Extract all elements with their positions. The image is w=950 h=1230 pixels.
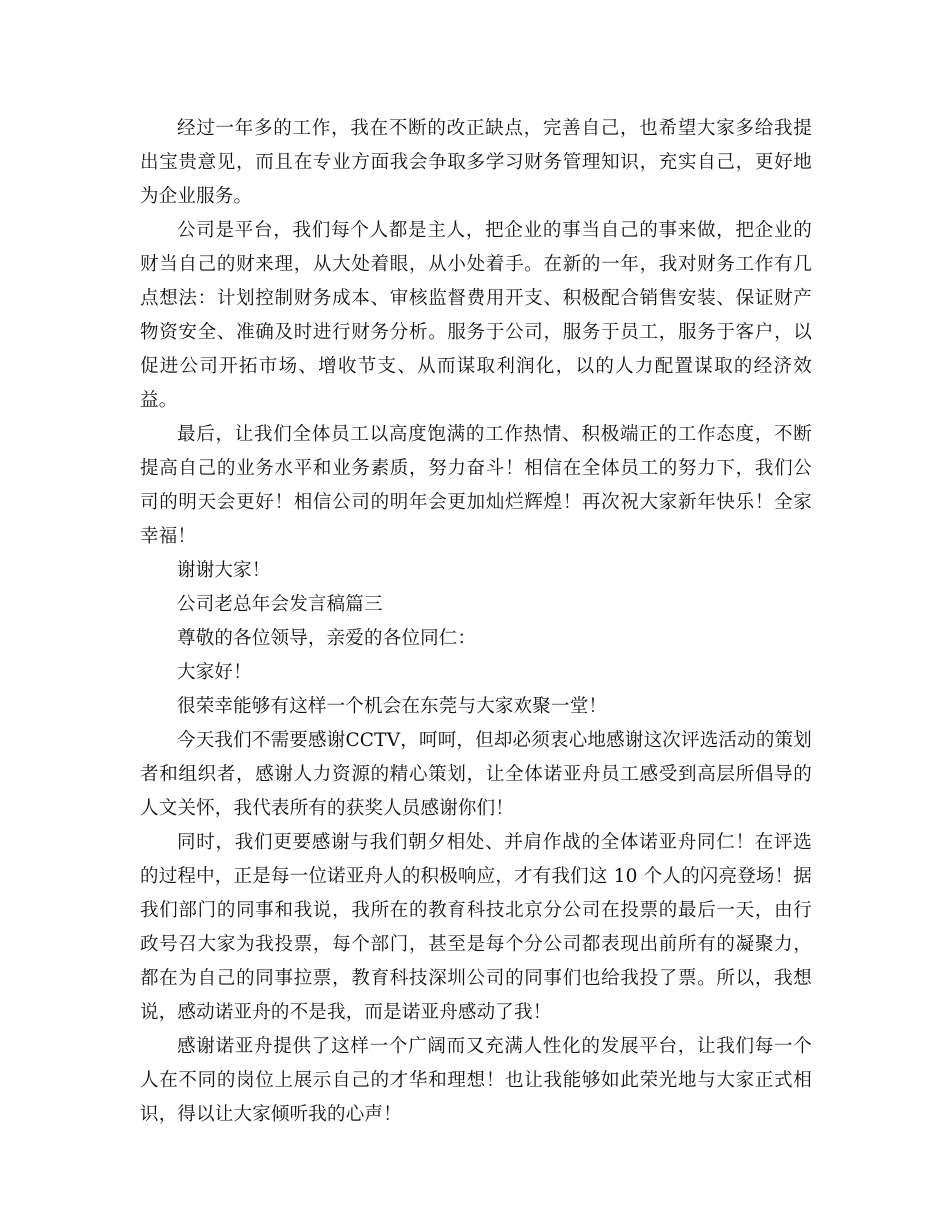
paragraph-thank-organizers: 今天我们不需要感谢CCTV，呵呵，但却必须衷心地感谢这次评选活动的策划者和组织者，感谢人力资源的精心策划，让全体诺亚舟员工感受到高层所倡导的人文关怀，我代表所有的获奖人员感谢你们！ [140, 730, 812, 819]
paragraph-year-review: 经过一年多的工作，我在不断的改正缺点，完善自己，也希望大家多给我提出宝贵意见，而且在专业方面我会争取多学习财务管理知识，充实自己，更好地为企业服务。 [140, 118, 812, 207]
paragraph-company-platform: 公司是平台，我们每个人都是主人，把企业的事当自己的事来做，把企业的财当自己的财来理，从大处着眼，从小处着手。在新的一年，我对财务工作有几点想法：计划控制财务成本、审核监督费用开支、积极配合销售安装、保证财产物资安全、准确及时进行财务分析。服务于公司，服务于员工，服务于客户，以促进公司开拓市场、增收节支、从而谋取利润化，以的人力配置谋取的经济效益。 [140, 220, 812, 411]
salutation: 尊敬的各位领导，亲爱的各位同仁： [177, 628, 477, 649]
greeting: 大家好！ [177, 662, 252, 683]
paragraph-honored: 很荣幸能够有这样一个机会在东莞与大家欢聚一堂！ [177, 696, 608, 717]
paragraph-thank-colleagues: 同时，我们更要感谢与我们朝夕相处、并肩作战的全体诺亚舟同仁！在评选的过程中，正是每一位诺亚舟人的积极响应，才有我们这 10 个人的闪亮登场！据我们部门的同事和我说，我所在的教育科技北京分公司在投票的最后一天，由行政号召大家为我投票，每个部门，甚至是每个分公司都表现出前所有的凝聚力，都在为自己的同事拉票，教育科技深圳公司的同事们也给我投了票。所以，我想说，感动诺亚舟的不是我，而是诺亚舟感动了我！ [140, 832, 812, 1023]
document-body [140, 112, 812, 1132]
paragraph-thank-platform: 感谢诺亚舟提供了这样一个广阔而又充满人性化的发展平台，让我们每一个人在不同的岗位上展示自己的才华和理想！也让我能够如此荣光地与大家正式相识，得以让大家倾听我的心声！ [140, 1036, 812, 1125]
paragraph-closing-wishes: 最后，让我们全体员工以高度饱满的工作热情、积极端正的工作态度，不断提高自己的业务水平和业务素质，努力奋斗！相信在全体员工的努力下，我们公司的明天会更好！相信公司的明年会更加灿烂辉煌！再次祝大家新年快乐！全家幸福！ [140, 424, 812, 547]
paragraph-thanks: 谢谢大家！ [177, 560, 271, 581]
section-heading: 公司老总年会发言稿篇三 [177, 594, 383, 615]
